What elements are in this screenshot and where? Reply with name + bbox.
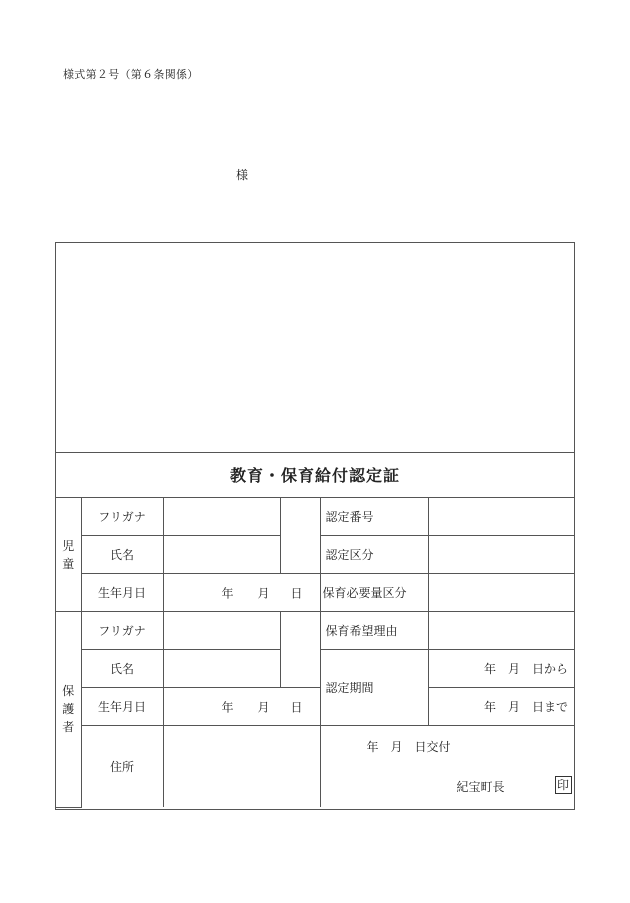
addressee-suffix: 様 xyxy=(236,168,249,182)
guardian-furigana-field[interactable] xyxy=(163,612,280,650)
guardian-birth-date-field[interactable] xyxy=(163,688,320,726)
certification-category-field[interactable] xyxy=(428,536,574,574)
guardian-name-label: 氏名 xyxy=(81,650,163,688)
day-label: 日 xyxy=(290,700,303,714)
certification-period-label: 認定期間 xyxy=(320,650,428,726)
certificate-form xyxy=(55,242,575,810)
issuer-name: 紀宝町長 xyxy=(456,780,505,794)
month-label: 月 xyxy=(257,700,270,714)
table-row xyxy=(56,726,574,808)
guardian-address-field[interactable] xyxy=(163,726,320,808)
child-group-label: 児 童 xyxy=(56,498,81,612)
month-label: 月 xyxy=(257,586,270,600)
child-birth-date-field[interactable] xyxy=(163,574,320,612)
year-label: 年 xyxy=(221,700,234,714)
child-extra-cell xyxy=(280,498,320,574)
certificate-title: 教育・保育給付認定証 xyxy=(56,453,574,498)
child-furigana-field[interactable] xyxy=(163,498,280,536)
certification-number-label: 認定番号 xyxy=(320,498,428,536)
guardian-furigana-label: フリガナ xyxy=(81,612,163,650)
care-reason-label: 保育希望理由 xyxy=(320,612,428,650)
care-need-category-field[interactable] xyxy=(428,574,574,612)
period-from-field[interactable]: 年 月 日から xyxy=(428,650,574,688)
child-name-label: 氏名 xyxy=(81,536,163,574)
child-birth-label: 生年月日 xyxy=(81,574,163,612)
issue-date: 年 月 日交付 xyxy=(366,740,451,754)
table-row xyxy=(56,612,574,650)
care-reason-field[interactable] xyxy=(428,612,574,650)
certification-category-label: 認定区分 xyxy=(320,536,428,574)
child-name-field[interactable] xyxy=(163,536,280,574)
day-label: 日 xyxy=(290,586,303,600)
seal-stamp: 印 xyxy=(555,776,572,794)
guardian-extra-cell xyxy=(280,612,320,688)
child-furigana-label: フリガナ xyxy=(81,498,163,536)
address-area xyxy=(56,243,574,453)
period-to-field[interactable]: 年 月 日まで xyxy=(428,688,574,726)
guardian-group-label: 保 護 者 xyxy=(56,612,81,808)
certificate-table xyxy=(56,498,574,808)
table-row xyxy=(56,498,574,536)
guardian-address-label: 住所 xyxy=(81,726,163,808)
guardian-name-field[interactable] xyxy=(163,650,280,688)
form-number-reference: 様式第２号（第６条関係） xyxy=(63,68,199,81)
care-need-category-label: 保育必要量区分 xyxy=(320,574,428,612)
year-label: 年 xyxy=(221,586,234,600)
table-row xyxy=(56,574,574,612)
issue-cell xyxy=(320,726,574,808)
table-row xyxy=(56,688,574,726)
guardian-birth-label: 生年月日 xyxy=(81,688,163,726)
certification-number-field[interactable] xyxy=(428,498,574,536)
